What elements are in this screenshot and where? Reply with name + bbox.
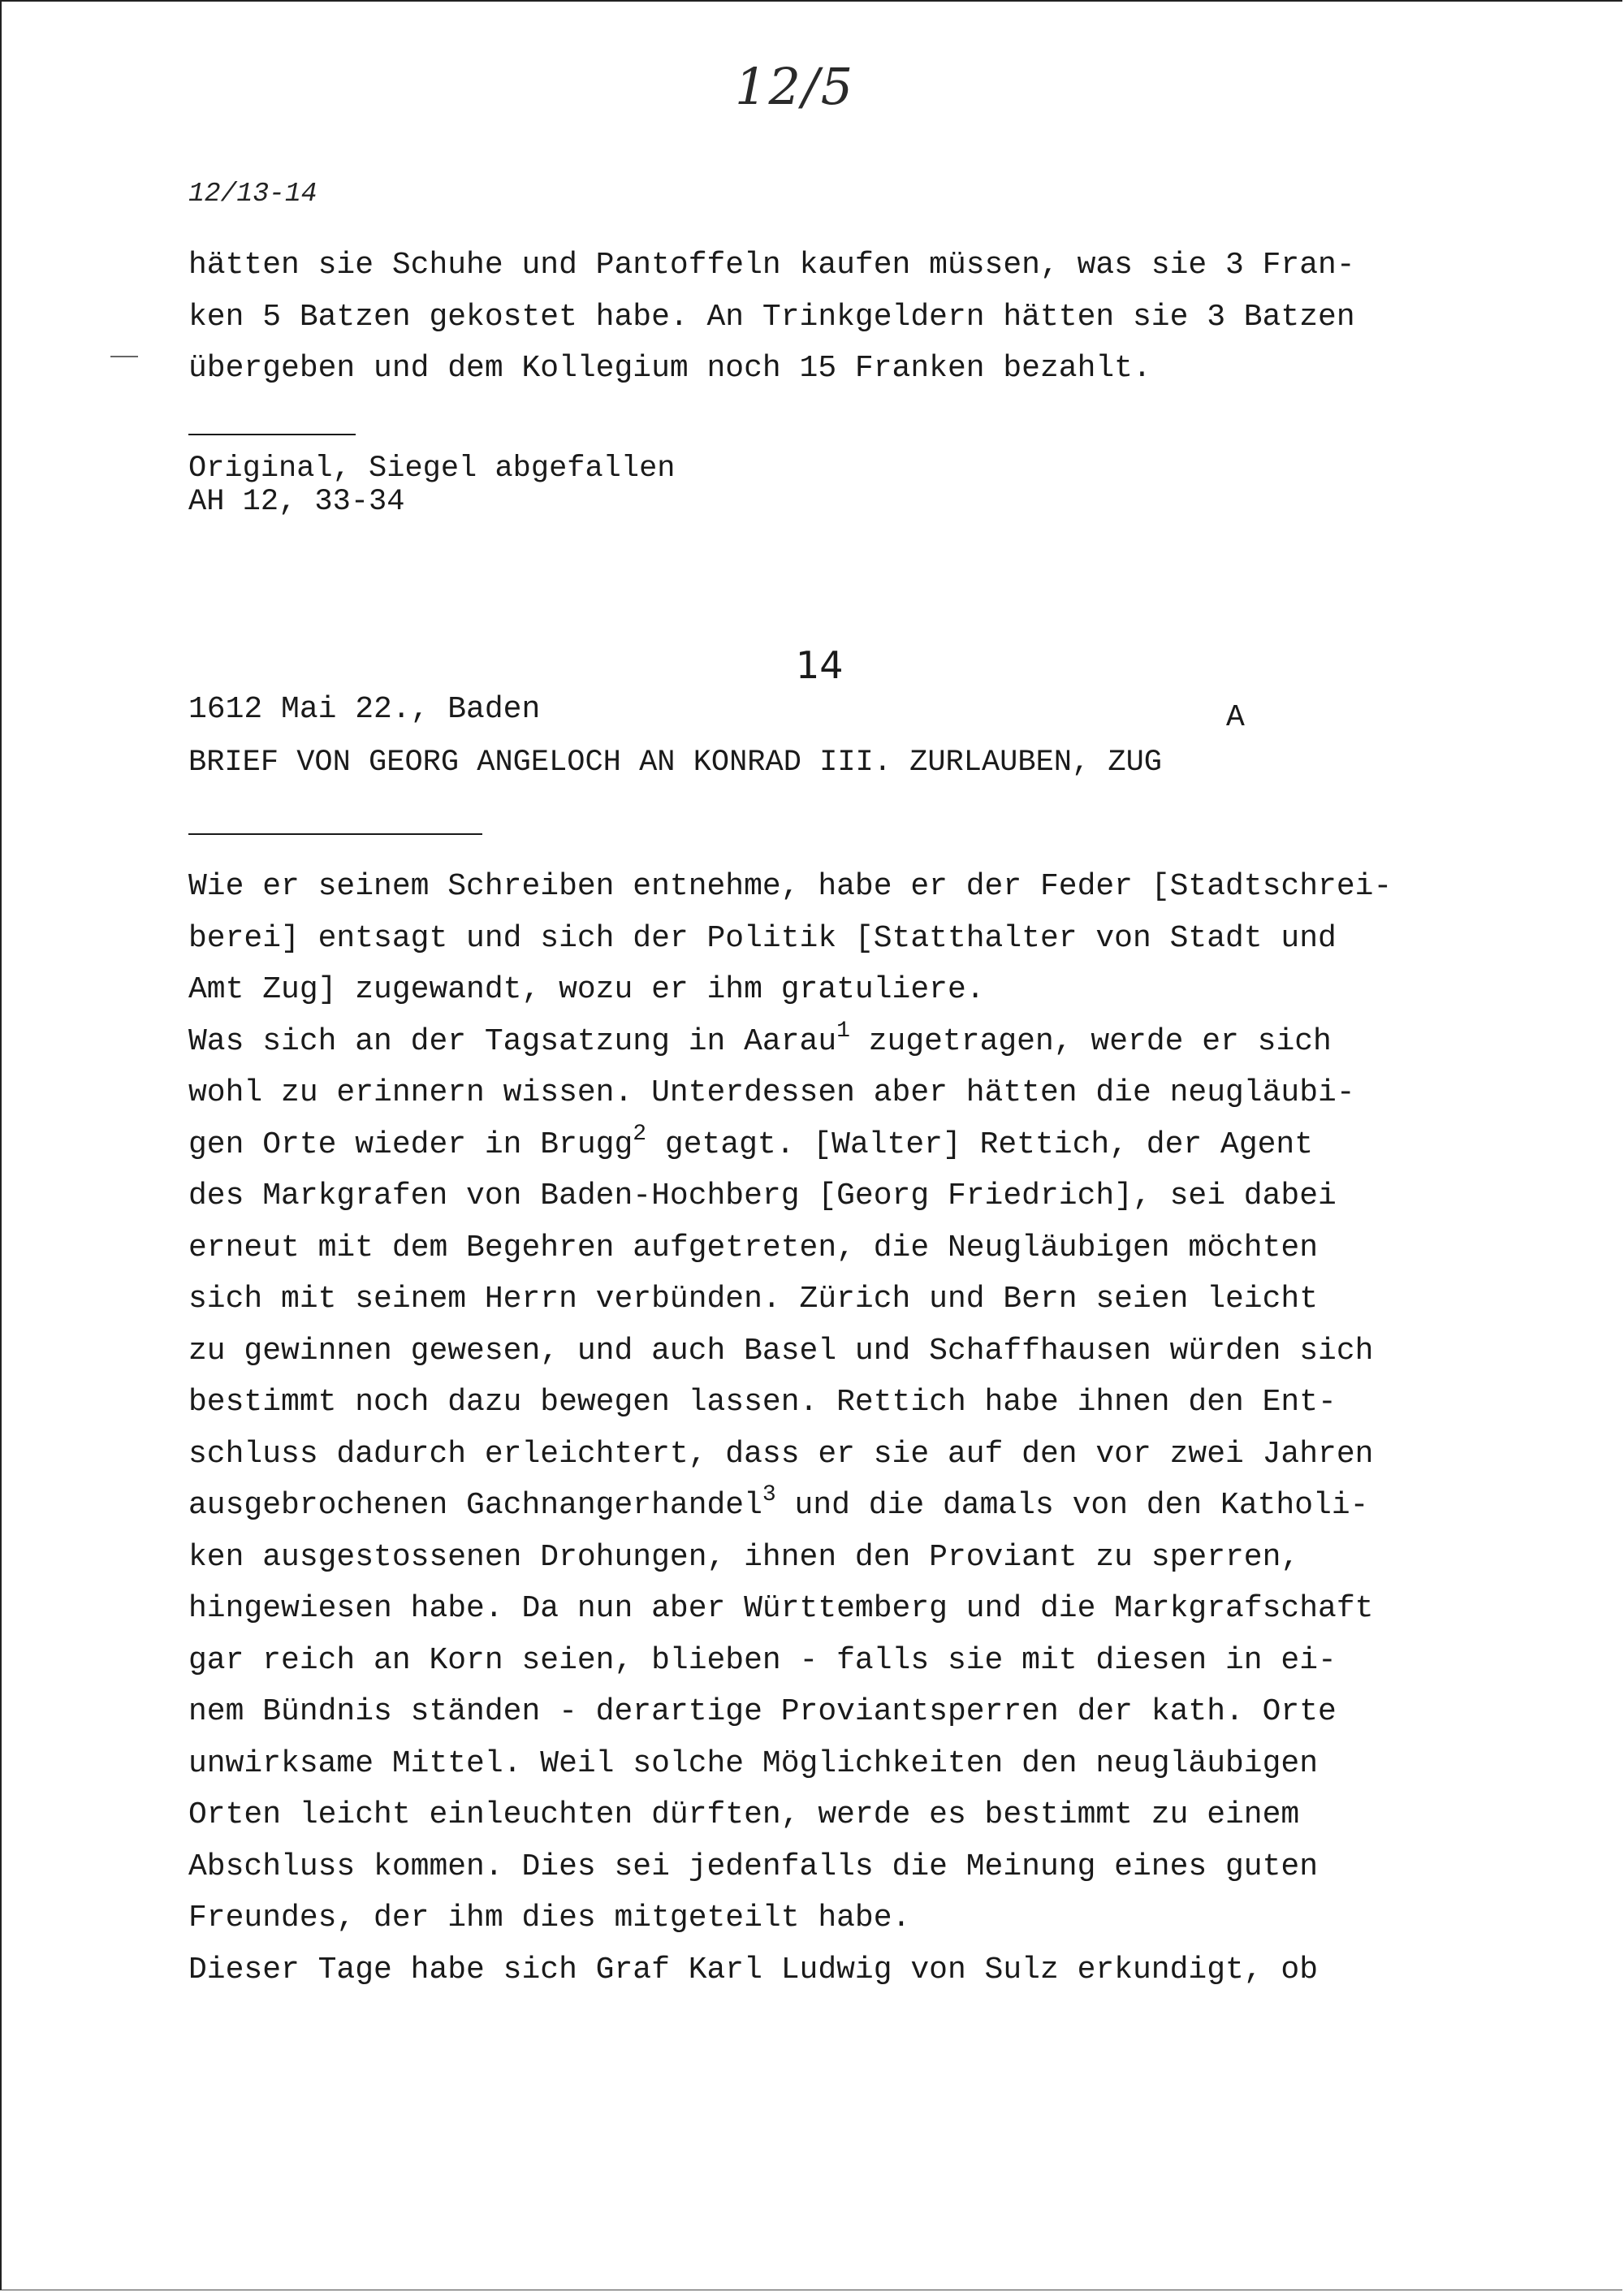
divider-rule [188,434,356,435]
handwritten-page-note: 12/5 [735,57,855,116]
text-line [188,1119,1392,1171]
text-line: ken 5 Batzen gekostet habe. An Trinkgeldern hätten sie 3 Batzen [188,299,1355,335]
footnote-ref: 2 [633,1121,647,1147]
text-segment: und die damals von den Katholi- [775,1488,1369,1523]
text-segment: gen Orte wieder in Brugg [188,1127,633,1162]
text-line: hingewiesen habe. Da nun aber Württemberg und die Markgrafschaft [188,1591,1374,1626]
text-segment: getagt. [Walter] Rettich, der Agent [646,1127,1314,1162]
document-heading: BRIEF VON GEORG ANGELOCH AN KONRAD III. ZURLAUBEN, ZUG [188,746,1162,780]
footnote-ref: 1 [836,1018,850,1044]
text-line: berei] entsagt und sich der Politik [Statthalter von Stadt und [188,920,1337,956]
text-line: wohl zu erinnern wissen. Unterdessen aber hätten die neugläubi- [188,1075,1355,1110]
text-line: Dieser Tage habe sich Graf Karl Ludwig von Sulz erkundigt, ob [188,1952,1319,1987]
text-line: nem Bündnis ständen - derartige Proviantsperren der kath. Orte [188,1694,1337,1729]
text-line: hätten sie Schuhe und Pantoffeln kaufen müssen, was sie 3 Fran- [188,248,1355,283]
document-marker: A [1226,700,1245,735]
text-line: Amt Zug] zugewandt, wozu er ihm gratuliere. [188,972,985,1007]
footnote-ref: 3 [762,1482,776,1507]
text-line: sich mit seinem Herrn verbünden. Zürich und Bern seien leicht [188,1282,1319,1317]
date-place: 1612 Mai 22., Baden [188,692,541,727]
text-line [188,1016,1392,1068]
heading-rule [188,833,482,835]
source-line: AH 12, 33-34 [188,485,405,519]
text-line: Freundes, der ihm dies mitgeteilt habe. [188,1901,911,1935]
body-text [188,861,1392,1996]
text-line: bestimmt noch dazu bewegen lassen. Rettich habe ihnen den Ent- [188,1385,1337,1420]
text-line: des Markgrafen von Baden-Hochberg [Georg Friedrich], sei dabei [188,1178,1337,1213]
text-line: schluss dadurch erleichtert, dass er sie auf den vor zwei Jahren [188,1436,1374,1472]
text-line [188,1480,1392,1532]
continuation-text [188,240,1355,395]
text-line: ken ausgestossenen Drohungen, ihnen den Proviant zu sperren, [188,1539,1300,1575]
document-number: 14 [796,643,844,687]
text-line: Abschluss kommen. Dies sei jedenfalls die Meinung eines guten [188,1849,1319,1884]
document-reference: 12/13-14 [188,179,317,209]
text-line: übergeben und dem Kollegium noch 15 Franken bezahlt. [188,351,1151,386]
text-segment: zugetragen, werde er sich [849,1023,1332,1059]
margin-mark [110,356,138,357]
source-note [188,452,676,519]
text-line: Wie er seinem Schreiben entnehme, habe er der Feder [Stadtschrei- [188,869,1393,904]
text-segment: Was sich an der Tagsatzung in Aarau [188,1023,837,1059]
text-segment: ausgebrochenen Gachnangerhandel [188,1488,762,1523]
text-line: unwirksame Mittel. Weil solche Möglichkeiten den neugläubigen [188,1745,1319,1781]
text-line: gar reich an Korn seien, blieben - falls sie mit diesen in ei- [188,1642,1337,1678]
text-line: erneut mit dem Begehren aufgetreten, die Neugläubigen möchten [188,1230,1319,1265]
text-line: Orten leicht einleuchten dürften, werde es bestimmt zu einem [188,1797,1300,1832]
text-line: zu gewinnen gewesen, und auch Basel und Schaffhausen würden sich [188,1333,1374,1369]
source-line: Original, Siegel abgefallen [188,452,676,486]
